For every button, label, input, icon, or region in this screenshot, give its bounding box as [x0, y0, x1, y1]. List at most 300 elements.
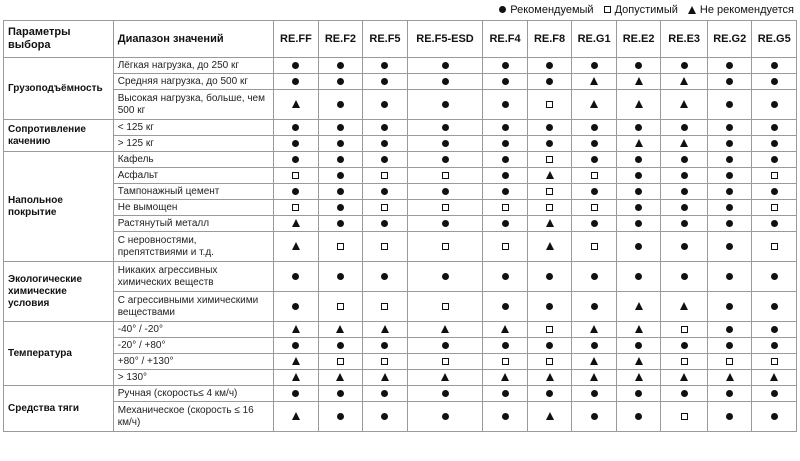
- rating-cell: [661, 354, 708, 370]
- square-icon: [546, 188, 553, 195]
- rating-cell: [363, 184, 408, 200]
- header-model: RE.F5: [363, 21, 408, 58]
- header-model: RE.F4: [483, 21, 528, 58]
- rating-cell: [616, 120, 661, 136]
- rating-cell: [483, 120, 528, 136]
- circle-icon: [337, 273, 344, 280]
- rating-cell: [707, 370, 752, 386]
- circle-icon: [337, 204, 344, 211]
- rating-cell: [661, 74, 708, 90]
- rating-cell: [572, 386, 617, 402]
- square-icon: [546, 204, 553, 211]
- circle-icon: [442, 413, 449, 420]
- circle-icon: [726, 62, 733, 69]
- triangle-icon: [501, 325, 509, 333]
- circle-icon: [381, 273, 388, 280]
- circle-icon: [726, 243, 733, 250]
- legend-label: Рекомендуемый: [510, 3, 594, 16]
- rating-cell: [661, 370, 708, 386]
- rating-cell: [318, 58, 363, 74]
- circle-icon: [502, 220, 509, 227]
- rating-cell: [483, 184, 528, 200]
- circle-icon: [337, 188, 344, 195]
- rating-cell: [661, 58, 708, 74]
- rating-cell: [707, 120, 752, 136]
- rating-cell: [407, 200, 483, 216]
- range-label: -20° / +80°: [113, 338, 273, 354]
- rating-cell: [363, 232, 408, 262]
- rating-cell: [483, 216, 528, 232]
- triangle-icon: [680, 302, 688, 310]
- rating-cell: [616, 338, 661, 354]
- rating-cell: [363, 74, 408, 90]
- rating-cell: [752, 184, 797, 200]
- rating-cell: [363, 402, 408, 432]
- circle-icon: [381, 78, 388, 85]
- range-label: > 125 кг: [113, 136, 273, 152]
- circle-icon: [337, 342, 344, 349]
- rating-cell: [527, 262, 572, 292]
- legend-label: Не рекомендуется: [699, 3, 794, 16]
- square-icon: [771, 172, 778, 179]
- square-icon: [502, 243, 509, 250]
- rating-cell: [707, 74, 752, 90]
- triangle-icon: [635, 325, 643, 333]
- rating-cell: [661, 232, 708, 262]
- triangle-icon: [336, 325, 344, 333]
- header-model: RE.F5-ESD: [407, 21, 483, 58]
- rating-cell: [616, 136, 661, 152]
- circle-icon: [502, 390, 509, 397]
- circle-icon: [546, 342, 553, 349]
- rating-cell: [527, 370, 572, 386]
- rating-cell: [274, 74, 319, 90]
- range-label: -40° / -20°: [113, 322, 273, 338]
- circle-icon: [635, 124, 642, 131]
- circle-icon: [292, 273, 299, 280]
- rating-cell: [407, 402, 483, 432]
- square-icon: [591, 172, 598, 179]
- circle-icon: [546, 140, 553, 147]
- rating-cell: [483, 354, 528, 370]
- circle-icon: [442, 390, 449, 397]
- triangle-icon: [635, 100, 643, 108]
- rating-cell: [707, 58, 752, 74]
- group-label: Грузоподъёмность: [4, 58, 114, 120]
- rating-cell: [572, 152, 617, 168]
- square-icon: [381, 204, 388, 211]
- circle-icon: [337, 172, 344, 179]
- rating-cell: [407, 184, 483, 200]
- rating-cell: [527, 216, 572, 232]
- circle-icon: [381, 413, 388, 420]
- rating-cell: [318, 262, 363, 292]
- rating-cell: [527, 338, 572, 354]
- rating-cell: [274, 120, 319, 136]
- table-row: [4, 58, 797, 74]
- header-model: RE.G1: [572, 21, 617, 58]
- table-row: [4, 338, 797, 354]
- range-label: < 125 кг: [113, 120, 273, 136]
- rating-cell: [274, 354, 319, 370]
- square-icon: [381, 358, 388, 365]
- circle-icon: [635, 62, 642, 69]
- rating-cell: [572, 200, 617, 216]
- circle-icon: [442, 101, 449, 108]
- circle-icon: [681, 172, 688, 179]
- rating-cell: [363, 152, 408, 168]
- square-icon: [442, 204, 449, 211]
- circle-icon: [546, 78, 553, 85]
- rating-cell: [707, 90, 752, 120]
- rating-cell: [407, 338, 483, 354]
- legend-item-recommended: [499, 4, 593, 16]
- circle-icon: [292, 124, 299, 131]
- rating-cell: [616, 292, 661, 322]
- rating-cell: [363, 90, 408, 120]
- triangle-icon: [441, 325, 449, 333]
- circle-icon: [771, 188, 778, 195]
- rating-cell: [572, 402, 617, 432]
- rating-cell: [752, 370, 797, 386]
- circle-icon: [771, 124, 778, 131]
- circle-icon: [337, 140, 344, 147]
- square-icon: [442, 303, 449, 310]
- rating-cell: [572, 90, 617, 120]
- rating-cell: [707, 184, 752, 200]
- rating-cell: [407, 90, 483, 120]
- table-row: [4, 386, 797, 402]
- triangle-icon: [680, 139, 688, 147]
- group-label: Температура: [4, 322, 114, 386]
- rating-cell: [752, 386, 797, 402]
- circle-icon: [681, 220, 688, 227]
- rating-cell: [707, 292, 752, 322]
- rating-cell: [661, 292, 708, 322]
- rating-cell: [661, 168, 708, 184]
- square-icon: [681, 326, 688, 333]
- rating-cell: [572, 120, 617, 136]
- rating-cell: [363, 338, 408, 354]
- square-icon: [381, 303, 388, 310]
- circle-icon: [502, 172, 509, 179]
- triangle-icon: [292, 100, 300, 108]
- rating-cell: [752, 120, 797, 136]
- rating-cell: [752, 354, 797, 370]
- circle-icon: [726, 220, 733, 227]
- square-icon: [381, 243, 388, 250]
- legend-label: Допустимый: [614, 3, 678, 16]
- rating-cell: [483, 402, 528, 432]
- rating-cell: [616, 370, 661, 386]
- rating-cell: [274, 386, 319, 402]
- circle-icon: [337, 390, 344, 397]
- rating-cell: [363, 386, 408, 402]
- table-row: [4, 262, 797, 292]
- legend-item-not-recommended: [688, 4, 794, 16]
- square-icon: [381, 172, 388, 179]
- circle-icon: [292, 140, 299, 147]
- rating-cell: [318, 136, 363, 152]
- rating-cell: [707, 168, 752, 184]
- circle-icon: [442, 62, 449, 69]
- rating-cell: [527, 120, 572, 136]
- rating-cell: [527, 402, 572, 432]
- rating-cell: [274, 136, 319, 152]
- square-icon: [337, 243, 344, 250]
- rating-cell: [572, 354, 617, 370]
- triangle-icon: [590, 373, 598, 381]
- circle-icon: [681, 188, 688, 195]
- rating-cell: [661, 402, 708, 432]
- table-row: [4, 232, 797, 262]
- rating-cell: [318, 322, 363, 338]
- rating-cell: [483, 168, 528, 184]
- triangle-icon: [546, 219, 554, 227]
- circle-icon: [635, 273, 642, 280]
- rating-cell: [572, 74, 617, 90]
- square-icon: [681, 413, 688, 420]
- rating-cell: [407, 262, 483, 292]
- circle-icon: [546, 390, 553, 397]
- rating-cell: [274, 152, 319, 168]
- square-icon: [604, 6, 611, 13]
- square-icon: [442, 243, 449, 250]
- circle-icon: [337, 413, 344, 420]
- header-row: [4, 21, 797, 58]
- legend-item-acceptable: [604, 4, 678, 16]
- rating-cell: [483, 152, 528, 168]
- triangle-icon: [590, 325, 598, 333]
- table-row: [4, 74, 797, 90]
- rating-cell: [483, 200, 528, 216]
- rating-cell: [752, 74, 797, 90]
- group-label: Экологические химические условия: [4, 262, 114, 322]
- triangle-icon: [292, 373, 300, 381]
- rating-cell: [363, 292, 408, 322]
- rating-cell: [483, 386, 528, 402]
- triangle-icon: [292, 242, 300, 250]
- rating-cell: [363, 200, 408, 216]
- triangle-icon: [546, 373, 554, 381]
- square-icon: [502, 204, 509, 211]
- rating-cell: [318, 200, 363, 216]
- circle-icon: [681, 156, 688, 163]
- circle-icon: [681, 243, 688, 250]
- circle-icon: [771, 140, 778, 147]
- rating-cell: [572, 322, 617, 338]
- rating-cell: [407, 216, 483, 232]
- circle-icon: [546, 62, 553, 69]
- header-model: RE.F2: [318, 21, 363, 58]
- circle-icon: [502, 273, 509, 280]
- triangle-icon: [680, 77, 688, 85]
- rating-cell: [407, 136, 483, 152]
- circle-icon: [546, 273, 553, 280]
- header-model: RE.FF: [274, 21, 319, 58]
- rating-cell: [661, 386, 708, 402]
- triangle-icon: [441, 373, 449, 381]
- circle-icon: [502, 303, 509, 310]
- circle-icon: [337, 78, 344, 85]
- square-icon: [292, 204, 299, 211]
- selection-table: [3, 20, 797, 432]
- rating-cell: [616, 386, 661, 402]
- table-row: [4, 184, 797, 200]
- rating-cell: [274, 200, 319, 216]
- rating-cell: [527, 74, 572, 90]
- rating-cell: [274, 216, 319, 232]
- circle-icon: [381, 220, 388, 227]
- group-label: Сопротивление качению: [4, 120, 114, 152]
- rating-cell: [616, 322, 661, 338]
- circle-icon: [771, 326, 778, 333]
- rating-cell: [616, 232, 661, 262]
- range-label: > 130°: [113, 370, 273, 386]
- rating-cell: [363, 168, 408, 184]
- rating-cell: [318, 232, 363, 262]
- rating-cell: [318, 370, 363, 386]
- triangle-icon: [635, 357, 643, 365]
- circle-icon: [771, 101, 778, 108]
- triangle-icon: [635, 302, 643, 310]
- circle-icon: [337, 156, 344, 163]
- rating-cell: [407, 74, 483, 90]
- circle-icon: [591, 140, 598, 147]
- rating-cell: [707, 402, 752, 432]
- rating-cell: [661, 184, 708, 200]
- rating-cell: [752, 322, 797, 338]
- range-label: Тампонажный цемент: [113, 184, 273, 200]
- circle-icon: [726, 303, 733, 310]
- square-icon: [546, 156, 553, 163]
- rating-cell: [527, 136, 572, 152]
- triangle-icon: [501, 373, 509, 381]
- rating-cell: [752, 58, 797, 74]
- triangle-icon: [680, 373, 688, 381]
- rating-cell: [572, 292, 617, 322]
- circle-icon: [635, 204, 642, 211]
- rating-cell: [572, 232, 617, 262]
- circle-icon: [381, 342, 388, 349]
- triangle-icon: [726, 373, 734, 381]
- rating-cell: [572, 136, 617, 152]
- circle-icon: [546, 303, 553, 310]
- range-label: Кафель: [113, 152, 273, 168]
- circle-icon: [771, 156, 778, 163]
- rating-cell: [274, 338, 319, 354]
- rating-cell: [483, 90, 528, 120]
- triangle-icon: [381, 325, 389, 333]
- square-icon: [546, 101, 553, 108]
- rating-cell: [407, 354, 483, 370]
- rating-cell: [616, 58, 661, 74]
- circle-icon: [635, 243, 642, 250]
- range-label: Механическое (скорость ≤ 16 км/ч): [113, 402, 273, 432]
- rating-cell: [572, 262, 617, 292]
- circle-icon: [381, 140, 388, 147]
- rating-cell: [752, 200, 797, 216]
- circle-icon: [292, 342, 299, 349]
- circle-icon: [771, 390, 778, 397]
- circle-icon: [726, 326, 733, 333]
- square-icon: [771, 204, 778, 211]
- rating-cell: [572, 58, 617, 74]
- header-param: Параметры выбора: [4, 21, 114, 58]
- rating-cell: [407, 386, 483, 402]
- circle-icon: [292, 390, 299, 397]
- rating-cell: [363, 322, 408, 338]
- table-body: [4, 58, 797, 432]
- range-label: Лёгкая нагрузка, до 250 кг: [113, 58, 273, 74]
- range-label: Высокая нагрузка, больше, чем 500 кг: [113, 90, 273, 120]
- rating-cell: [707, 200, 752, 216]
- circle-icon: [771, 220, 778, 227]
- circle-icon: [771, 78, 778, 85]
- circle-icon: [502, 78, 509, 85]
- circle-icon: [442, 140, 449, 147]
- rating-cell: [363, 370, 408, 386]
- circle-icon: [681, 273, 688, 280]
- circle-icon: [502, 342, 509, 349]
- circle-icon: [726, 140, 733, 147]
- circle-icon: [442, 273, 449, 280]
- rating-cell: [752, 168, 797, 184]
- circle-icon: [726, 172, 733, 179]
- circle-icon: [726, 188, 733, 195]
- rating-cell: [363, 58, 408, 74]
- rating-cell: [527, 58, 572, 74]
- rating-cell: [318, 216, 363, 232]
- rating-cell: [318, 338, 363, 354]
- rating-cell: [707, 216, 752, 232]
- circle-icon: [726, 101, 733, 108]
- circle-icon: [635, 413, 642, 420]
- table-row: [4, 354, 797, 370]
- rating-cell: [707, 136, 752, 152]
- circle-icon: [681, 204, 688, 211]
- circle-icon: [591, 62, 598, 69]
- rating-cell: [527, 184, 572, 200]
- rating-cell: [407, 58, 483, 74]
- header-model: RE.G5: [752, 21, 797, 58]
- rating-cell: [527, 90, 572, 120]
- triangle-icon: [546, 242, 554, 250]
- circle-icon: [681, 124, 688, 131]
- circle-icon: [502, 62, 509, 69]
- circle-icon: [681, 390, 688, 397]
- header-model: RE.E3: [661, 21, 708, 58]
- rating-cell: [527, 354, 572, 370]
- rating-cell: [661, 216, 708, 232]
- range-label: +80° / +130°: [113, 354, 273, 370]
- range-label: Асфальт: [113, 168, 273, 184]
- square-icon: [681, 358, 688, 365]
- circle-icon: [771, 342, 778, 349]
- rating-cell: [616, 216, 661, 232]
- rating-cell: [318, 152, 363, 168]
- rating-cell: [274, 58, 319, 74]
- circle-icon: [292, 78, 299, 85]
- circle-icon: [591, 390, 598, 397]
- rating-cell: [318, 168, 363, 184]
- rating-cell: [752, 216, 797, 232]
- rating-cell: [483, 136, 528, 152]
- rating-cell: [661, 120, 708, 136]
- table-row: [4, 152, 797, 168]
- triangle-icon: [292, 219, 300, 227]
- circle-icon: [726, 342, 733, 349]
